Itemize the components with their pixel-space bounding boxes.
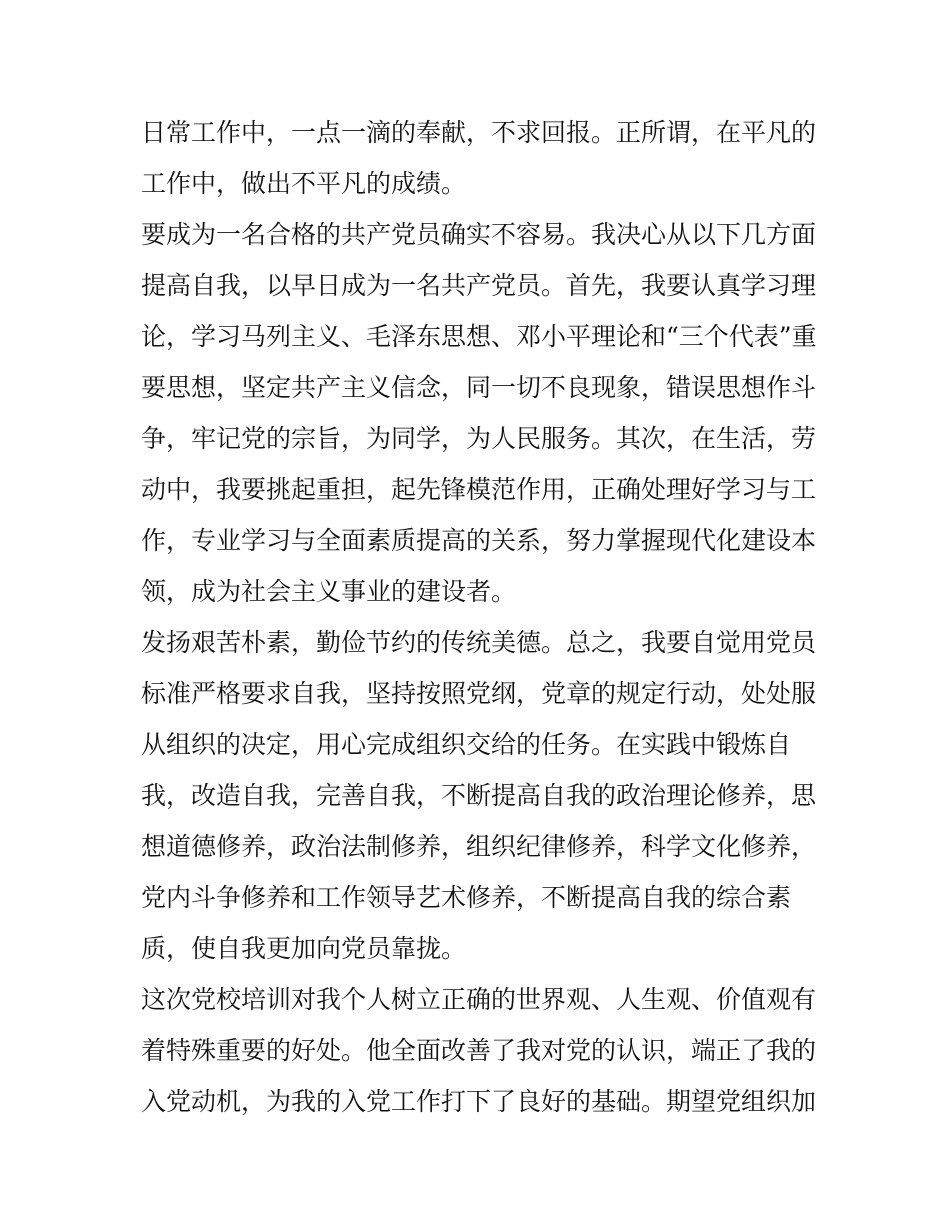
text-line: 入党动机，为我的入党工作打下了良好的基础。期望党组织加: [141, 1087, 817, 1116]
text-line: 从组织的决定，用心完成组织交给的任务。在实践中锻炼自: [141, 730, 792, 759]
text-line: 我，改造自我，完善自我，不断提高自我的政治理论修养，思: [141, 781, 817, 810]
text-line: 着特殊重要的好处。他全面改善了我对党的认识，端正了我的: [141, 1036, 817, 1065]
text-line: 党内斗争修养和工作领导艺术修养，不断提高自我的综合素: [141, 883, 792, 912]
text-line: 动中，我要挑起重担，起先锋模范作用，正确处理好学习与工: [141, 475, 817, 504]
text-line: 发扬艰苦朴素，勤俭节约的传统美德。总之，我要自觉用党员: [141, 628, 817, 657]
text-line: 这次党校培训对我个人树立正确的世界观、人生观、价值观有: [141, 985, 817, 1014]
text-line: 想道德修养，政治法制修养，组织纪律修养，科学文化修养，: [141, 832, 817, 861]
text-line: 要成为一名合格的共产党员确实不容易。我决心从以下几方面: [141, 220, 817, 249]
text-line: 领，成为社会主义事业的建设者。: [141, 577, 517, 606]
text-line: 争，牢记党的宗旨，为同学，为人民服务。其次，在生活，劳: [141, 424, 817, 453]
text-line: 质，使自我更加向党员靠拢。: [141, 934, 467, 963]
text-line: 作，专业学习与全面素质提高的关系，努力掌握现代化建设本: [141, 526, 817, 555]
text-line: 日常工作中，一点一滴的奉献，不求回报。正所谓，在平凡的: [141, 118, 817, 147]
text-line: 标准严格要求自我，坚持按照党纲，党章的规定行动，处处服: [141, 679, 817, 708]
text-line: 提高自我，以早日成为一名共产党员。首先，我要认真学习理: [141, 271, 817, 300]
text-line: 工作中，做出不平凡的成绩。: [141, 169, 467, 198]
text-line: 要思想，坚定共产主义信念，同一切不良现象，错误思想作斗: [141, 373, 817, 402]
body-text: [141, 107, 821, 1127]
text-line: 论，学习马列主义、毛泽东思想、邓小平理论和“三个代表”重: [141, 322, 817, 351]
